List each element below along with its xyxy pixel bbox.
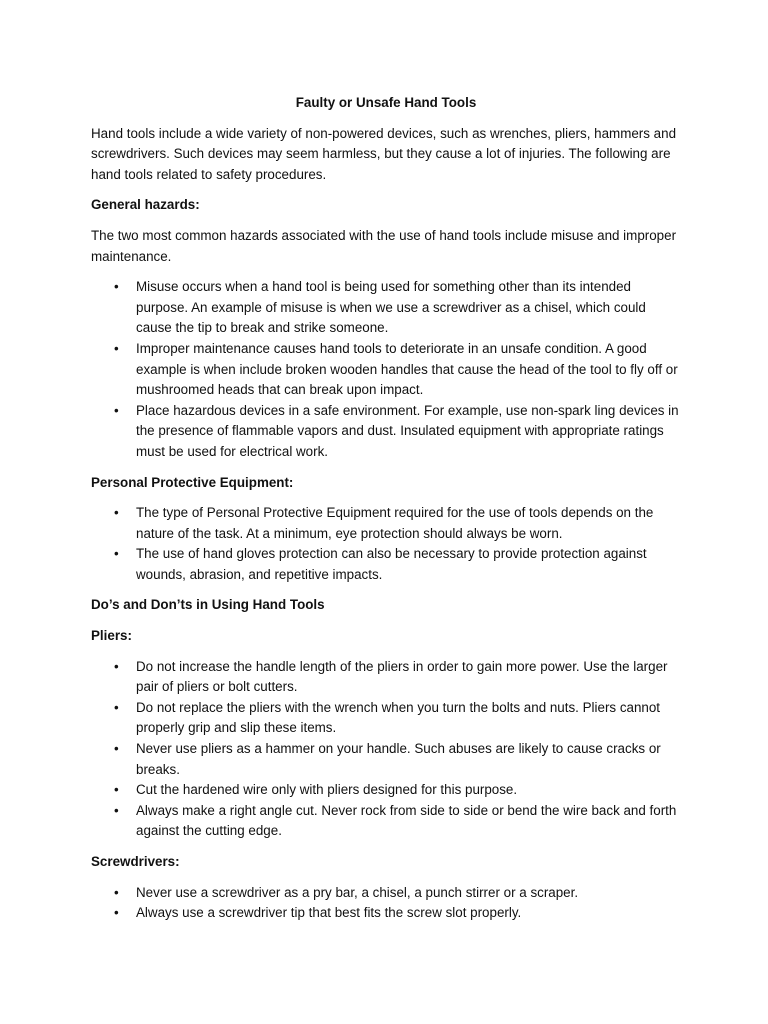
general-hazards-heading: General hazards: bbox=[91, 197, 200, 213]
pliers-heading: Pliers: bbox=[91, 628, 132, 644]
intro-paragraph: Hand tools include a wide variety of non-powered devices, such as wrenches, pliers, hammers and screwdrivers. Such devices may seem harmless, but they cause a lot of injuries. The following are hand tools related to safety procedures. bbox=[91, 125, 677, 182]
screwdrivers-heading: Screwdrivers: bbox=[91, 854, 180, 869]
document-body bbox=[91, 93, 681, 934]
ppe-heading: Personal Protective Equipment: bbox=[91, 474, 294, 490]
list-item: • Misuse occurs when a hand tool is being used for something other than its intended purpose. An example of misuse is when we use a screwdriver as a chisel, which could cause the tip to break and strike someone. bbox=[91, 277, 681, 339]
list-item: • Do not replace the pliers with the wrench when you turn the bolts and nuts. Pliers cannot properly grip and slip these items. bbox=[91, 698, 681, 739]
screwdrivers-list bbox=[91, 883, 681, 924]
list-item: • The type of Personal Protective Equipment required for the use of tools depends on the nature of the task. At a minimum, eye protection should always be worn. bbox=[91, 503, 681, 544]
list-item: • Always make a right angle cut. Never rock from side to side or bend the wire back and forth against the cutting edge. bbox=[91, 801, 681, 842]
pliers-list bbox=[91, 657, 681, 842]
list-item: • Do not increase the handle length of the pliers in order to gain more power. Use the larger pair of pliers or bolt cutters. bbox=[91, 657, 681, 698]
ppe-list bbox=[91, 503, 681, 585]
list-item: • Never use pliers as a hammer on your handle. Such abuses are likely to cause cracks or breaks. bbox=[91, 739, 681, 780]
page-title: Faulty or Unsafe Hand Tools bbox=[295, 95, 477, 110]
list-item: • The use of hand gloves protection can also be necessary to provide protection against wounds, abrasion, and repetitive impacts. bbox=[91, 544, 681, 585]
list-item: • Place hazardous devices in a safe environment. For example, use non-spark ling devices in the presence of flammable vapors and dust. Insulated equipment with appropriate ratings must be used for electrical work. bbox=[91, 401, 681, 463]
dos-donts-heading: Do’s and Don’ts in Using Hand Tools bbox=[91, 597, 325, 613]
general-hazards-text: The two most common hazards associated with the use of hand tools include misuse and improper maintenance. bbox=[91, 227, 677, 264]
list-item: • Never use a screwdriver as a pry bar, a chisel, a punch stirrer or a scraper. bbox=[91, 883, 681, 904]
list-item: • Improper maintenance causes hand tools to deteriorate in an unsafe condition. A good example is when include broken wooden handles that cause the head of the tool to fly off or mushroomed heads that can break upon impact. bbox=[91, 339, 681, 401]
list-item: • Always use a screwdriver tip that best fits the screw slot properly. bbox=[91, 903, 681, 924]
list-item: • Cut the hardened wire only with pliers designed for this purpose. bbox=[91, 780, 681, 801]
general-hazards-list bbox=[91, 277, 681, 462]
